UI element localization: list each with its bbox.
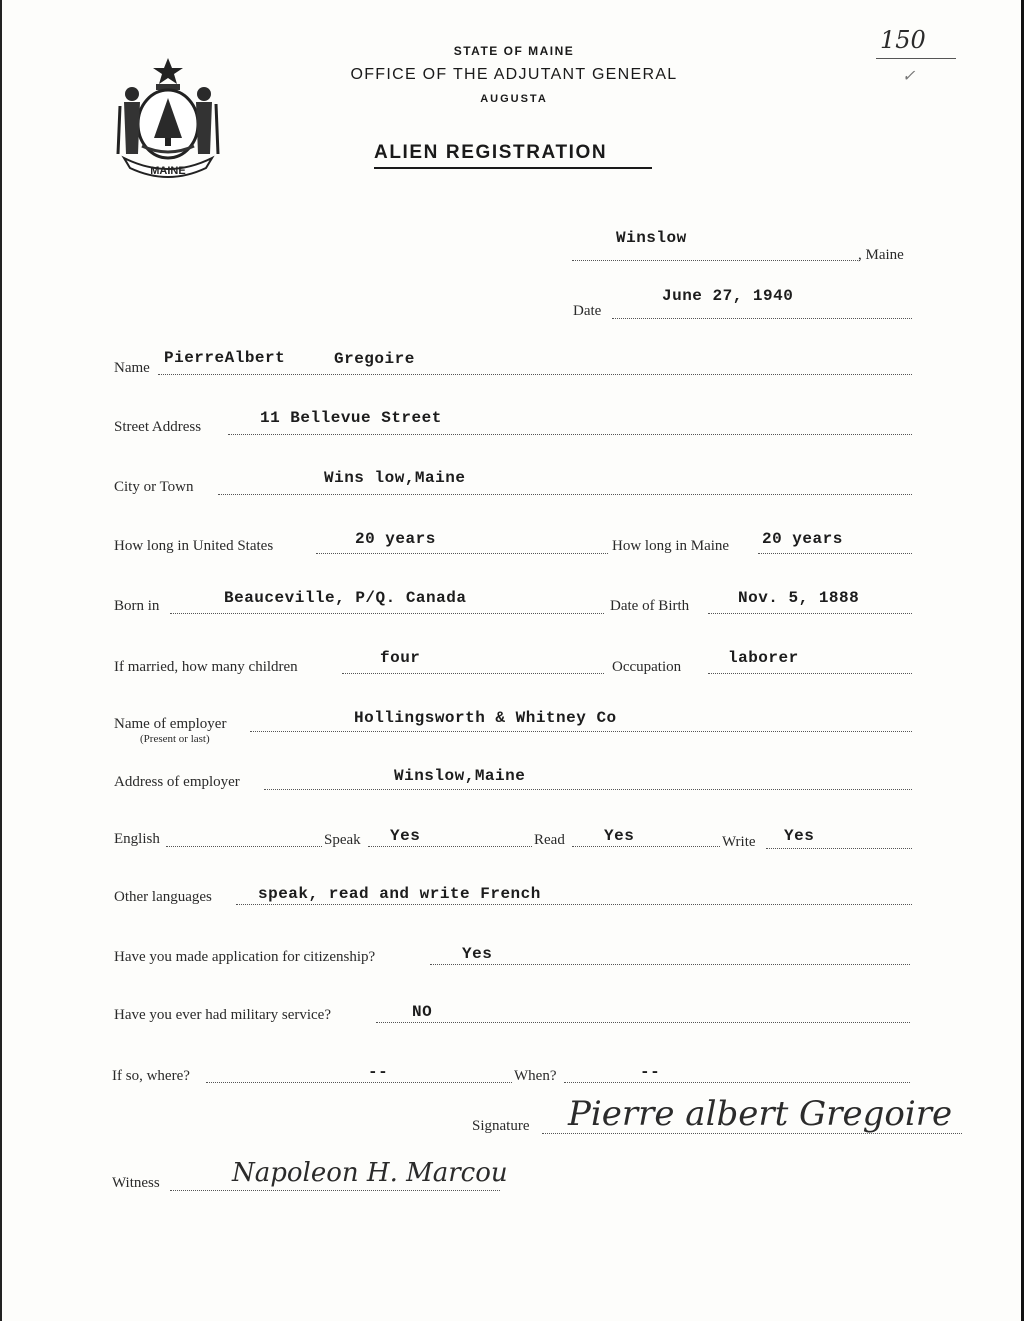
name-line	[158, 374, 912, 375]
employer-value: Hollingsworth & Whitney Co	[354, 709, 617, 727]
us-time-value: 20 years	[355, 530, 436, 548]
town-line	[572, 260, 860, 261]
employer-address-value: Winslow,Maine	[394, 767, 526, 785]
header-state: STATE OF MAINE	[453, 44, 575, 58]
other-languages-line	[236, 904, 912, 905]
occupation-value: laborer	[728, 649, 799, 667]
military-line	[376, 1022, 910, 1023]
us-time-label: How long in United States	[114, 538, 274, 554]
when-value: --	[640, 1063, 661, 1081]
employer-address-label: Address of employer	[114, 774, 240, 790]
street-line	[228, 434, 912, 435]
read-label: Read	[534, 832, 565, 848]
signature-label: Signature	[472, 1118, 530, 1134]
check-mark-icon: ✓	[902, 66, 916, 85]
born-label: Born in	[114, 598, 160, 614]
employer-note: (Present or last)	[140, 733, 210, 745]
where-line	[206, 1082, 512, 1083]
witness-handwriting: Napoleon H. Marcou	[232, 1158, 508, 1188]
header-office: OFFICE OF THE ADJUTANT GENERAL	[350, 66, 678, 83]
signature-handwriting: Pierre albert Gregoire	[568, 1094, 953, 1134]
military-value: NO	[412, 1003, 433, 1021]
speak-label: Speak	[324, 832, 361, 848]
maine-label: , Maine	[858, 247, 904, 263]
occupation-label: Occupation	[612, 659, 682, 675]
other-languages-value: speak, read and write French	[258, 885, 541, 903]
date-line	[612, 318, 912, 319]
write-label: Write	[722, 834, 756, 850]
children-label: If married, how many children	[114, 659, 298, 675]
corner-number: 150	[880, 26, 926, 54]
city-line	[218, 494, 912, 495]
dob-value: Nov. 5, 1888	[738, 589, 860, 607]
citizenship-value: Yes	[462, 945, 493, 963]
maine-time-label: How long in Maine	[612, 538, 730, 554]
dob-label: Date of Birth	[610, 598, 690, 614]
witness-line	[170, 1190, 500, 1191]
maine-time-value: 20 years	[762, 530, 843, 548]
speak-value: Yes	[390, 827, 421, 845]
english-line	[166, 846, 322, 847]
header-city: AUGUSTA	[480, 93, 548, 105]
form-title: ALIEN REGISTRATION	[374, 142, 652, 169]
read-value: Yes	[604, 827, 635, 845]
born-line	[170, 613, 604, 614]
when-line	[564, 1082, 910, 1083]
occupation-line	[708, 673, 912, 674]
town-value: Winslow	[616, 229, 687, 247]
born-value: Beauceville, P/Q. Canada	[224, 589, 467, 607]
write-value: Yes	[784, 827, 815, 845]
street-value: 11 Bellevue Street	[260, 409, 442, 427]
us-time-line	[316, 553, 608, 554]
speak-line	[368, 846, 532, 847]
where-label: If so, where?	[112, 1068, 190, 1084]
date-value: June 27, 1940	[662, 287, 794, 305]
city-value: Wins low,Maine	[324, 469, 466, 487]
write-line	[766, 848, 912, 849]
citizenship-label: Have you made application for citizenship?	[114, 949, 376, 965]
military-label: Have you ever had military service?	[114, 1007, 331, 1023]
other-languages-label: Other languages	[114, 889, 212, 905]
employer-label: Name of employer	[114, 716, 227, 732]
when-label: When?	[514, 1068, 557, 1084]
employer-address-line	[264, 789, 912, 790]
date-label: Date	[573, 303, 602, 319]
children-line	[342, 673, 604, 674]
where-value: --	[368, 1063, 389, 1081]
employer-line	[250, 731, 912, 732]
witness-label: Witness	[112, 1175, 160, 1191]
name-label: Name	[114, 360, 150, 376]
maine-time-line	[758, 553, 912, 554]
children-value: four	[380, 649, 421, 667]
read-line	[572, 846, 720, 847]
street-label: Street Address	[114, 419, 202, 435]
english-label: English	[114, 831, 160, 847]
seal-banner-text: MAINE	[150, 165, 186, 177]
city-label: City or Town	[114, 479, 194, 495]
dob-line	[708, 613, 912, 614]
citizenship-line	[430, 964, 910, 965]
first-name-value: PierreAlbert	[164, 349, 286, 367]
last-name-value: Gregoire	[334, 350, 415, 368]
